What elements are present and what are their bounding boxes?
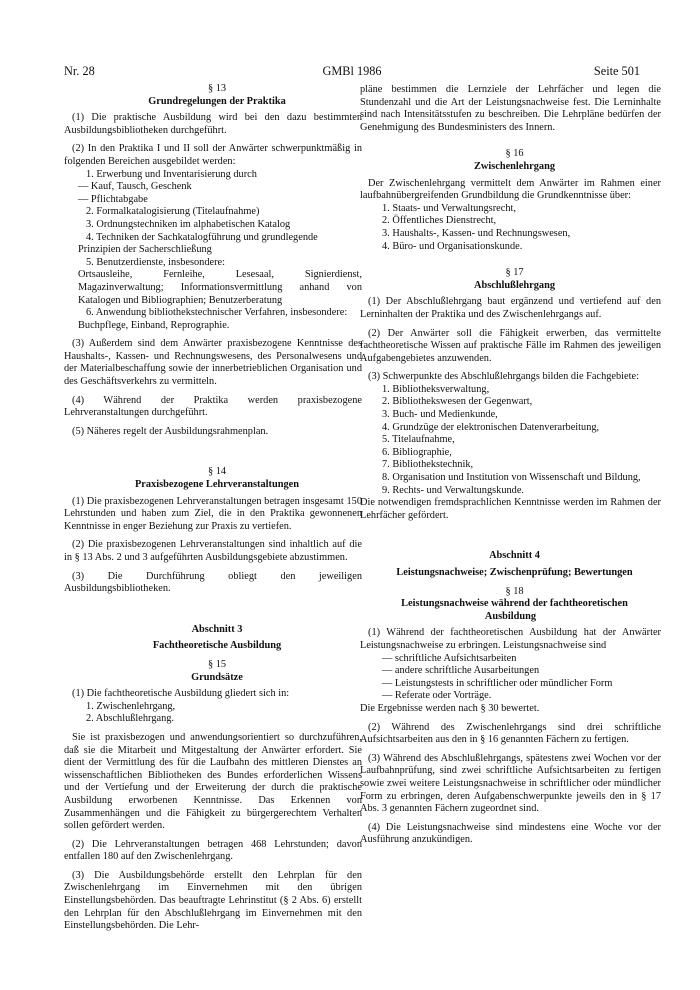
section-18-title: Leistungsnachweise während der fachtheoretischen Ausbildung	[401, 598, 628, 622]
section-13-para-1: (1) Die praktische Ausbildung wird bei den dazu bestimmten Ausbildungsbibliotheken durchgeführt.	[64, 112, 362, 136]
section-18-para-1b: Die Ergebnisse werden nach § 30 bewertet.	[360, 702, 540, 714]
section-14-para-3: (3) Die Durchführung obliegt den jeweiligen Ausbildungsbibliotheken.	[64, 570, 362, 595]
section-18-para-3: (3) Während des Abschlußlehrgangs, spätestens zwei Wochen vor der Laufbahnprüfung, sind zwei schriftliche Aufsichtsarbeiten zu fertigen sowie zwei weitere Leistungsnachweise in schriftlicher oder mündlicher Form zu erbringen, deren Aufgabenschwerpunkte jeweils den in § 17 Abs. 3 genannten Fächern zugeordnet sind.	[360, 752, 661, 815]
section-16-para-1: Der Zwischenlehrgang vermittelt dem Anwärter im Rahmen einer laufbahnübergreifenden Grundbildung die Grundkenntnisse über:	[360, 177, 661, 202]
list-item: 5. Titelaufnahme,	[382, 434, 455, 446]
chapter-3-heading: Abschnitt 3	[191, 623, 243, 635]
section-17-para-2: (2) Der Anwärter soll die Fähigkeit erwerben, das vermittelte fachtheoretische Wissen auf praktische Fälle im Rahmen des jeweiligen Aufgabengebietes anzuwenden.	[360, 327, 661, 364]
section-17-para-3: (3) Schwerpunkte des Abschlußlehrgangs bilden die Fachgebiete:	[368, 371, 639, 383]
section-13-number: § 13	[207, 83, 227, 94]
list-item: 4. Grundzüge der elektronischen Datenverarbeitung,	[382, 421, 600, 433]
list-item: 1. Erwerbung und Inventarisierung durch	[86, 168, 257, 180]
list-item: 3. Ordnungstechniken im alphabetischen Katalog	[86, 218, 291, 230]
journal-title: GMBl 1986	[322, 64, 382, 78]
list-item: Buchpflege, Einband, Reprographie.	[78, 319, 230, 331]
section-13-para-2: (2) In den Praktika I und II soll der Anwärter schwerpunktmäßig in folgenden Bereichen ausgebildet werden:	[64, 143, 362, 167]
section-13-title: Grundregelungen der Praktika	[148, 95, 286, 107]
list-item: — Kauf, Tausch, Geschenk	[78, 181, 192, 193]
section-16-title: Zwischenlehrgang	[473, 160, 556, 172]
list-item: 2. Formalkatalogisierung (Titelaufnahme)	[86, 206, 260, 218]
list-item: 3. Haushalts-, Kassen- und Rechnungswesen,	[382, 227, 571, 239]
section-18-para-2: (2) Während des Zwischenlehrgangs sind drei schriftliche Aufsichtsarbeiten aus den in § 16 genannten Fächern zu fertigen.	[360, 721, 661, 746]
list-item: — Leistungstests in schriftlicher oder mündlicher Form	[382, 677, 613, 689]
list-item: 1. Bibliotheksverwaltung,	[382, 383, 490, 395]
list-item: — Pflichtabgabe	[78, 193, 148, 205]
list-item: 2. Öffentliches Dienstrecht,	[382, 215, 497, 227]
chapter-4-heading: Abschnitt 4	[489, 550, 540, 562]
section-13-para-3: (3) Außerdem sind dem Anwärter praxisbezogene Kenntnisse des Haushalts-, Kassen- und Rechnungswesens, des Personalwesens und der Materialbeschaffung sowie der innerbetrieblichen Organisation und des Geschäftsverkehrs zu vermitteln.	[64, 338, 362, 388]
list-item: 8. Organisation und Institution von Wissenschaft und Bildung,	[382, 472, 641, 484]
list-item: 6. Bibliographie,	[382, 446, 452, 458]
issue-number: Nr. 28	[64, 64, 95, 78]
section-14-number: § 14	[207, 466, 227, 478]
section-18-para-4: (4) Die Leistungsnachweise sind mindestens eine Woche vor der Ausführung anzukündigen.	[360, 821, 661, 846]
section-14-title: Praxisbezogene Lehrveranstaltungen	[134, 479, 300, 491]
section-15-title: Grundsätze	[191, 671, 243, 683]
chapter-3-title: Fachtheoretische Ausbildung	[152, 640, 282, 652]
chapter-4-title: Leistungsnachweise; Zwischenprüfung; Bewertungen	[396, 567, 633, 578]
section-13-para-4: (4) Während der Praktika werden praxisbezogene Lehrveranstaltungen durchgeführt.	[64, 394, 362, 419]
list-item: 2. Bibliothekswesen der Gegenwart,	[382, 396, 533, 408]
section-16-number: § 16	[505, 148, 524, 160]
section-17-para-4: Die notwendigen fremdsprachlichen Kenntnisse werden im Rahmen der Lehrfächer gefördert.	[360, 497, 661, 521]
right-column	[360, 84, 661, 847]
list-item: — schriftliche Aufsichtsarbeiten	[382, 652, 517, 664]
section-15-number: § 15	[207, 658, 227, 670]
left-column	[64, 83, 362, 933]
section-15-para-2: (2) Die Lehrveranstaltungen betragen 468 Lehrstunden; davon entfallen 180 auf den Zwischenlehrgang.	[64, 838, 362, 863]
list-item: 7. Bibliothekstechnik,	[382, 459, 474, 471]
section-18-number: § 18	[505, 585, 524, 597]
list-item: 1. Zwischenlehrgang,	[86, 700, 176, 712]
section-18-para-1: (1) Während der fachtheoretischen Ausbildung hat der Anwärter Leistungsnachweise zu erbringen. Leistungsnachweise sind	[360, 627, 661, 651]
section-17-number: § 17	[505, 267, 524, 279]
page-number: Seite 501	[593, 64, 640, 78]
section-17-para-1: (1) Der Abschlußlehrgang baut ergänzend und vertiefend auf den Lerninhalten der Praktika und des Zwischenlehrgangs auf.	[360, 296, 661, 320]
section-15-para-1b: Sie ist praxisbezogen und anwendungsorientiert so durchzuführen, daß sie die Mitarbeit und Mitgestaltung der Anwärter erfordert. Sie dient der Vermittlung des für die Laufbahn des mittleren Dienstes an wissenschaftlichen Bibliotheken des Bundes erforderlichen Wissens und der Vertiefung und der Erweiterung der durch die praktische Ausbildung erworbenen Kenntnisse. Das Erkennen von Zusammenhängen und die Fähigkeit zu bürgergerechtem Verhalten sollen gefördert werden.	[64, 731, 362, 832]
list-item: 4. Büro- und Organisationskunde.	[382, 240, 523, 252]
section-14-para-2: (2) Die praxisbezogenen Lehrveranstaltungen sind inhaltlich auf die in § 13 Abs. 2 und 3 aufgeführten Ausbildungsgebiete abzustimmen.	[64, 539, 362, 563]
list-item: 9. Rechts- und Verwaltungskunde.	[382, 484, 525, 496]
list-item: Ortsausleihe, Fernleihe, Lesesaal, Signierdienst, Magazinverwaltung; Informationsvermittlung anhand von Katalogen und Bibliographien; Benutzerberatung	[78, 269, 362, 306]
page-header	[64, 64, 640, 80]
section-14-para-1: (1) Die praxisbezogenen Lehrveranstaltungen betragen insgesamt 150 Lehrstunden und haben zum Ziel, die in den Praktika gewonnenen Kenntnisse in enger Beziehung zur Praxis zu vertiefen.	[64, 495, 362, 532]
list-item: — Referate oder Vorträge.	[382, 690, 492, 702]
section-15-para-3: (3) Die Ausbildungsbehörde erstellt den Lehrplan für den Zwischenlehrgang im Einvernehmen mit den übrigen Einstellungsbehörden. Das beauftragte Lehrinstitut (§ 2 Abs. 6) erstellt den Lehrplan für den Abschlußlehrgang im Einvernehmen mit den Einstellungsbehörden. Die Lehr-	[64, 869, 362, 932]
section-13-para-5: (5) Näheres regelt der Ausbildungsrahmenplan.	[72, 425, 269, 437]
list-item: 1. Staats- und Verwaltungsrecht,	[382, 202, 516, 214]
list-item: 2. Abschlußlehrgang.	[86, 713, 175, 725]
list-item: 5. Benutzerdienste, insbesondere:	[86, 256, 226, 268]
section-17-title: Abschlußlehrgang	[473, 279, 556, 291]
list-item: 4. Techniken der Sachkatalogführung und grundlegende Prinzipien der Sacherschließung	[78, 231, 318, 256]
continued-paragraph: pläne bestimmen die Lernziele der Lehrfächer und legen die Stundenzahl und die Art der Leistungsnachweise fest. Die Lerninhalte sind nach Intensitätsstufen zu beschreiben. Die Lehrpläne bedürfen der Genehmigung des Bundesministers des Innern.	[360, 84, 661, 133]
list-item: 3. Buch- und Medienkunde,	[382, 409, 498, 421]
section-15-para-1: (1) Die fachtheoretische Ausbildung gliedert sich in:	[72, 688, 290, 700]
list-item: — andere schriftliche Ausarbeitungen	[382, 665, 540, 677]
list-item: 6. Anwendung bibliothekstechnischer Verfahren, insbesondere:	[86, 307, 348, 319]
